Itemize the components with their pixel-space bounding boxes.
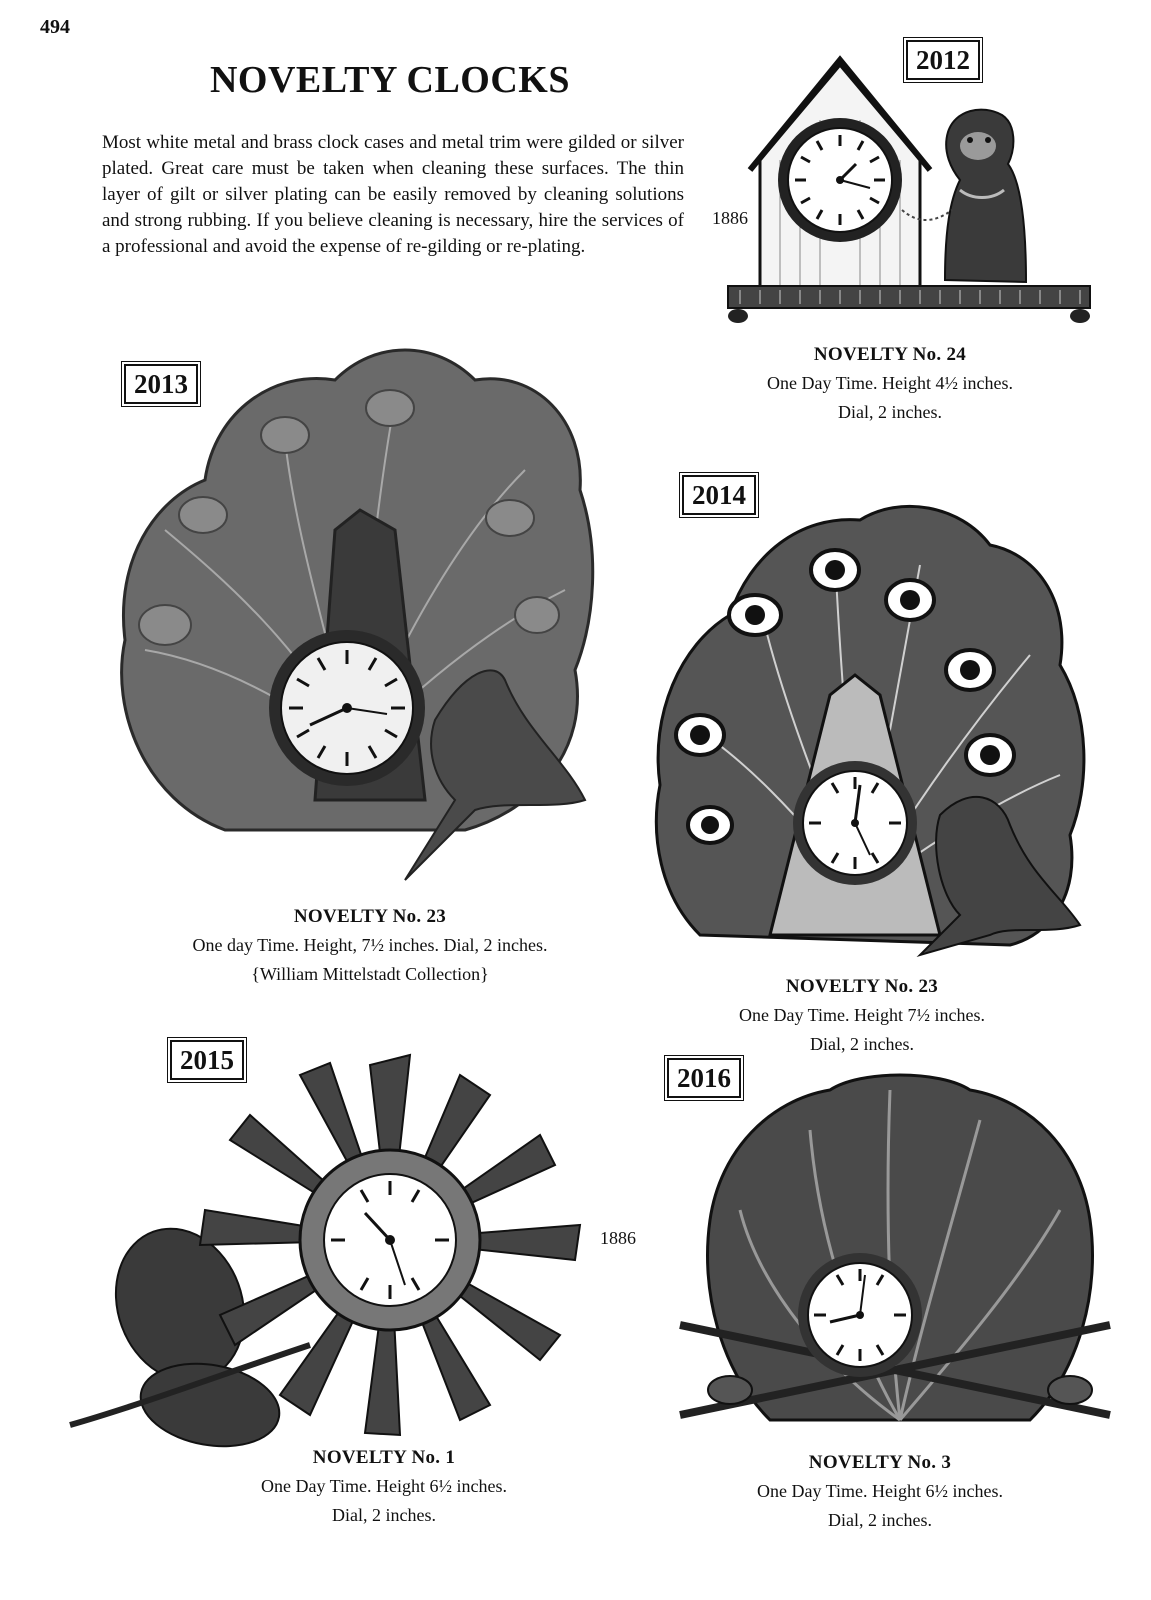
sunflower-clock-illustration (60, 1045, 620, 1445)
caption-line: Dial, 2 inches. (810, 1034, 914, 1054)
caption-title: NOVELTY No. 3 (808, 1452, 952, 1473)
dog-kennel-clock-illustration (720, 60, 1090, 330)
caption-line: Dial, 2 inches. (332, 1505, 436, 1525)
catalog-number-2016: 2016 (667, 1058, 741, 1098)
catalog-number-2015: 2015 (170, 1040, 244, 1080)
page-number: 494 (40, 16, 70, 38)
caption-2013 (140, 902, 600, 989)
caption-line: Dial, 2 inches. (828, 1510, 932, 1530)
catalog-number-2013: 2013 (124, 364, 198, 404)
caption-2016 (730, 1448, 1030, 1535)
intro-paragraph: Most white metal and brass clock cases and metal trim were gilded or silver plated. Great care must be taken when cleaning these surfaces. The thin layer of gilt or silver plating can be easily removed by cleaning solutions and strong rubbing. If you believe cleaning is necessary, hire the services of a professional and avoid the expense of re-gilding or re-plating. (102, 132, 684, 257)
page-title: NOVELTY CLOCKS (209, 59, 570, 101)
year-2015: 1886 (600, 1228, 636, 1248)
caption-line: One Day Time. Height 4½ inches. (767, 373, 1013, 393)
caption-line: One day Time. Height, 7½ inches. Dial, 2 inches. (192, 935, 548, 955)
peacock-fan-clock-photo (105, 330, 605, 890)
caption-line: One Day Time. Height 6½ inches. (261, 1476, 507, 1496)
caption-title: NOVELTY No. 1 (312, 1447, 456, 1468)
catalog-number-2014: 2014 (682, 475, 756, 515)
caption-line: One Day Time. Height 6½ inches. (757, 1481, 1003, 1501)
year-2012: 1886 (712, 208, 748, 228)
caption-2015 (234, 1443, 534, 1530)
shell-oars-clock-illustration (680, 1070, 1120, 1450)
caption-line: One Day Time. Height 7½ inches. (739, 1005, 985, 1025)
caption-line: Dial, 2 inches. (838, 402, 942, 422)
caption-title: NOVELTY No. 23 (293, 906, 447, 927)
caption-title: NOVELTY No. 24 (813, 344, 967, 365)
caption-2014 (712, 972, 1012, 1059)
caption-title: NOVELTY No. 23 (785, 976, 939, 997)
caption-2012 (740, 340, 1040, 427)
catalog-number-2012: 2012 (906, 40, 980, 80)
peacock-fan-clock-illustration (650, 495, 1090, 965)
caption-line: {William Mittelstadt Collection} (251, 964, 489, 984)
